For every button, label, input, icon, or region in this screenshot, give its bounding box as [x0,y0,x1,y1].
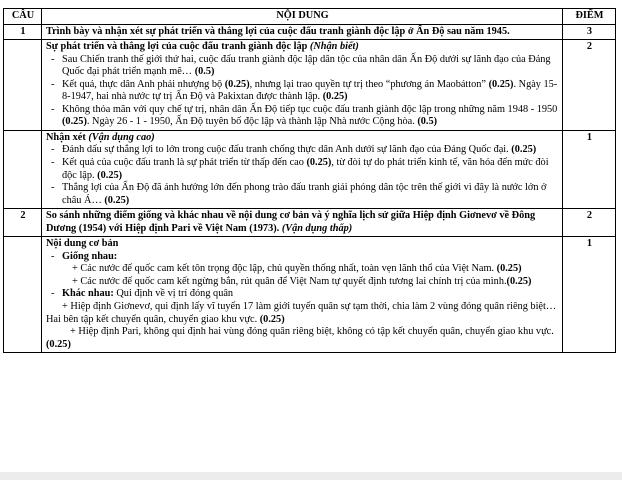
q2-content-row [4,237,616,353]
header-content: NỘI DUNG [42,9,563,25]
header-question-number: CÂU [4,9,42,25]
question-2-row [4,209,616,237]
same-item-1: + Các nước đế quốc cam kết tôn trọng độc lập, chủ quyền thống nhất, toàn vẹn lãnh thổ của Việt Nam. (0.25) [72,263,522,275]
points: (0.25) [46,338,71,350]
same-item-2: + Các nước đế quốc cam kết ngừng bắn, rút quân để Việt Nam tự quyết định tương lai chính trị của mình.(0.25) [72,275,532,287]
points: (0.25) [259,313,285,325]
diff-item-2: + Hiệp định Pari, không qui định hai vùng đóng quân riêng biệt, không có tập kết chuyển quân, chuyển giao khu vực. (0.25) [46,326,554,350]
points: (0.5) [194,66,215,78]
q2-content [42,237,563,353]
points: (0.25) [488,78,514,90]
bottom-shade [0,472,622,480]
list-item: - Giống nhau: [51,250,118,262]
points: (0.25) [224,78,250,90]
points: (0.25) [496,263,522,275]
q1-part2-score: 1 [563,130,616,208]
points: (0.5) [417,116,438,128]
points: (0.25) [511,144,537,156]
list-item: - Sau Chiến tranh thế giới thứ hai, cuộc đấu tranh giành độc lập dân tộc của nhân dân Ấn Độ dưới sự lãnh đạo của Đảng Quốc đại phát triển mạnh mẽ… (0.5) [51,53,551,78]
diff-label: Khác nhau: [62,288,114,300]
list-item: - Khác nhau: Qui định về vị trí đóng quân [51,288,234,300]
list-item: - Đánh dấu sự thắng lợi to lớn trong cuộc đấu tranh chống thực dân Anh dưới sự lãnh đạo của Đảng Quốc đại. (0.25) [51,144,537,156]
q1-part2-title: Nhận xét [46,131,89,143]
points: (0.25) [506,275,532,287]
points: (0.25) [306,157,332,169]
q1-part1-content [42,40,563,131]
question-1-row [4,24,616,40]
question-1-text: Trình bày và nhận xét sự phát triển và thắng lợi của cuộc đấu tranh giành độc lập ở Ấn Độ sau năm 1945. [42,24,563,40]
list-item: - Kết quả của cuộc đấu tranh là sự phát triển từ thấp đến cao (0.25), từ đòi tự do phát triển kinh tế, văn hóa đến mức đòi độc lập. (0.25) [51,157,549,181]
header-score: ĐIỂM [563,9,616,25]
points: (0.25) [104,194,130,206]
points: (0.25) [97,169,123,181]
answer-key-table [3,8,616,353]
table-header-row [4,9,616,25]
q1-part1-score: 2 [563,40,616,131]
points: (0.25) [322,91,348,103]
same-label: Giống nhau: [62,250,118,262]
question-2-score: 2 [563,209,616,237]
q2-content-score: 1 [563,237,616,353]
q1-part2-content [42,130,563,208]
q1-part1-title: Sự phát triển và thắng lợi của cuộc đấu tranh giành độc lập [46,41,310,53]
q1-part2-row [4,130,616,208]
q1-part2-level: (Vận dụng cao) [88,131,155,143]
question-2-text: So sánh những điểm giống và khác nhau về nội dung cơ bản và ý nghĩa lịch sử giữa Hiệp định Giơnevơ về Đông Dương (1954) với Hiệp định Pari về Việt Nam (1973). (Vận dụng thấp) [42,209,563,237]
question-1-number: 1 [4,24,42,40]
question-1-score: 3 [563,24,616,40]
list-item: - Không thỏa mãn với quy chế tự trị, nhân dân Ấn Độ tiếp tục cuộc đấu tranh giành độc lập trong những năm 1948 - 1950 (0.25). Ngày 26 - 1 - 1950, Ấn Độ tuyên bố độc lập và thành lập Nhà nước Cộng hòa. (0.5) [51,103,558,128]
diff-item-1: + Hiệp định Giơnevơ, qui định lấy vĩ tuyến 17 làm giới tuyến quân sự tạm thời, chia làm 2 vùng đóng quân riêng biệt… Hai bên tập kết chuyển quân, chuyển giao khu vực. (0.25) [46,301,557,325]
list-item: - Thắng lợi của Ấn Độ đã ảnh hưởng lớn đến phong trào đấu tranh giải phóng dân tộc trên thế giới vì đây là nước lớn ở châu Á… (0.25) [51,182,547,206]
question-2-number: 2 [4,209,42,237]
list-item: - Kết quả, thực dân Anh phải nhượng bộ (0.25), nhưng lại trao quyền tự trị theo “phương án Maobátton” (0.25). Ngày 15- 8-1947, hai nhà nước tự trị Ấn Độ và Pakixtan được thành lập. (0.25) [51,78,558,103]
q2-content-title: Nội dung cơ bản [46,238,119,250]
points: (0.25) [62,116,87,128]
q1-part1-level: (Nhận biết) [309,41,359,53]
question-2-level: (Vận dụng thấp) [281,222,353,234]
q1-part1-row [4,40,616,131]
